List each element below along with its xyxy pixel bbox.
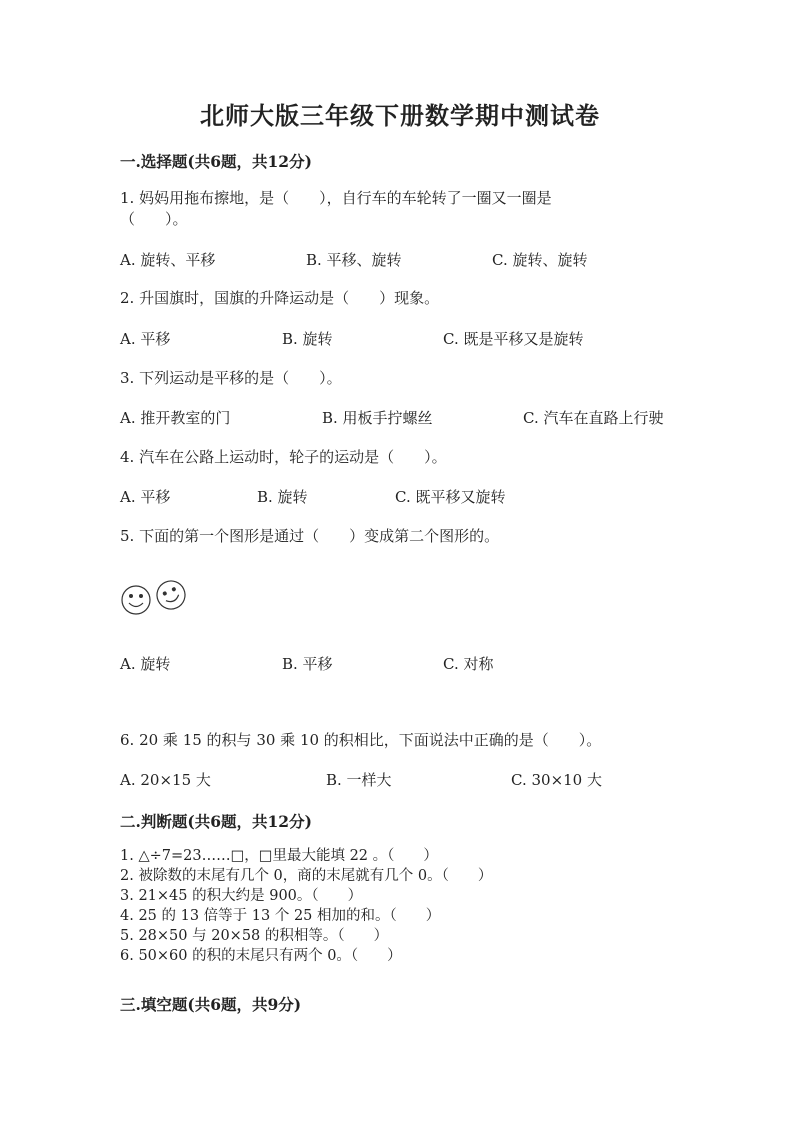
question-4-option-b: B. 旋转 bbox=[257, 488, 308, 506]
question-6-option-b: B. 一样大 bbox=[326, 771, 392, 789]
question-2-option-b: B. 旋转 bbox=[282, 330, 333, 348]
question-3-option-b: B. 用板手拧螺丝 bbox=[322, 409, 433, 427]
question-3: 3. 下列运动是平移的是（ ）。 bbox=[120, 369, 342, 387]
question-2-option-c: C. 既是平移又是旋转 bbox=[443, 330, 584, 348]
question-1: 1. 妈妈用拖布擦地，是（ ），自行车的车轮转了一圈又一圈是 bbox=[120, 189, 552, 207]
judgement-item-5: 5. 28×50 与 20×58 的积相等。（ ） bbox=[120, 928, 389, 944]
section-heading-judgement: 二.判断题(共6题，共12分) bbox=[120, 812, 312, 831]
section-heading-fill-in: 三.填空题(共6题，共9分) bbox=[120, 995, 302, 1014]
question-1-option-c: C. 旋转、旋转 bbox=[492, 251, 588, 269]
question-5-option-b: B. 平移 bbox=[282, 655, 333, 673]
smiley-face-icon bbox=[122, 586, 150, 614]
question-3-option-a: A. 推开教室的门 bbox=[120, 409, 231, 427]
question-2: 2. 升国旗时，国旗的升降运动是（ ）现象。 bbox=[120, 289, 440, 307]
question-4: 4. 汽车在公路上运动时，轮子的运动是（ ）。 bbox=[120, 448, 447, 466]
question-1-option-b: B. 平移、旋转 bbox=[306, 251, 402, 269]
question-6-option-c: C. 30×10 大 bbox=[511, 771, 602, 789]
question-4-option-c: C. 既平移又旋转 bbox=[395, 488, 506, 506]
question-2-option-a: A. 平移 bbox=[120, 330, 171, 348]
question-5-option-a: A. 旋转 bbox=[120, 655, 171, 673]
judgement-item-6: 6. 50×60 的积的末尾只有两个 0。（ ） bbox=[120, 948, 402, 964]
question-5-option-c: C. 对称 bbox=[443, 655, 494, 673]
question-3-option-c: C. 汽车在直路上行驶 bbox=[523, 409, 664, 427]
question-5: 5. 下面的第一个图形是通过（ ）变成第二个图形的。 bbox=[120, 527, 500, 545]
judgement-item-1: 1. △÷7=23……□，□里最大能填 22 。（ ） bbox=[120, 848, 438, 864]
judgement-item-4: 4. 25 的 13 倍等于 13 个 25 相加的和。（ ） bbox=[120, 908, 441, 924]
question-6-option-a: A. 20×15 大 bbox=[120, 771, 211, 789]
page-title: 北师大版三年级下册数学期中测试卷 bbox=[200, 101, 600, 130]
judgement-item-3: 3. 21×45 的积大约是 900。（ ） bbox=[120, 888, 363, 904]
section-heading-choice: 一.选择题(共6题，共12分) bbox=[120, 152, 312, 171]
question-5-figure bbox=[120, 578, 190, 618]
judgement-item-2: 2. 被除数的末尾有几个 0，商的末尾就有几个 0。（ ） bbox=[120, 868, 493, 884]
smiley-face-rotated-icon bbox=[152, 578, 189, 614]
question-6: 6. 20 乘 15 的积与 30 乘 10 的积相比，下面说法中正确的是（ ）。 bbox=[120, 731, 602, 749]
question-4-option-a: A. 平移 bbox=[120, 488, 171, 506]
question-1-option-a: A. 旋转、平移 bbox=[120, 251, 216, 269]
question-1-continued: （ ）。 bbox=[120, 210, 188, 228]
